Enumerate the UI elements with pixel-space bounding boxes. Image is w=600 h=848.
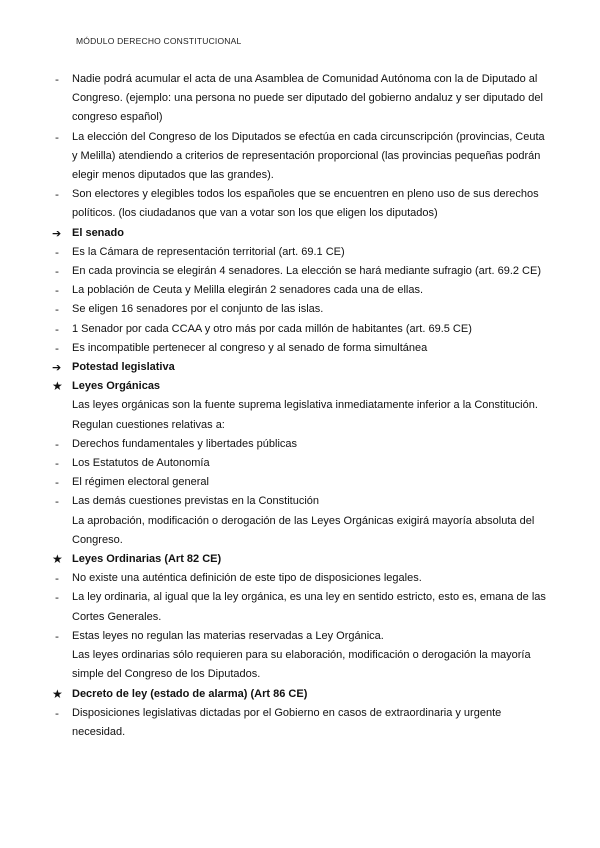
arrow-bullet-icon: ➔ xyxy=(52,361,62,375)
item-text: Leyes Orgánicas xyxy=(72,380,161,393)
dash-bullet-icon: - xyxy=(55,265,59,279)
item-text: En cada provincia se elegirán 4 senadores. La elección se hará mediante sufragio (art. 69.2 CE) xyxy=(72,265,541,278)
item-text: El senado xyxy=(72,226,124,239)
star-bullet-icon: ★ xyxy=(52,552,63,567)
bullet-item xyxy=(52,262,552,281)
dash-bullet-icon: - xyxy=(55,591,59,605)
paragraph xyxy=(52,646,552,684)
bullet-item xyxy=(52,128,552,186)
bullet-item xyxy=(52,704,552,742)
paragraph xyxy=(52,416,552,435)
dash-bullet-icon: - xyxy=(55,437,59,451)
bullet-item xyxy=(52,281,552,300)
item-text: Son electores y elegibles todos los españoles que se encuentren en pleno uso de sus derechos políticos. (los ciudadanos que van a votar son los que eligen los diputados) xyxy=(72,188,539,220)
item-text: Se eligen 16 senadores por el conjunto de las islas. xyxy=(72,303,324,316)
subsection-heading xyxy=(52,550,552,569)
paragraph xyxy=(52,512,552,550)
dash-bullet-icon: - xyxy=(55,73,59,86)
item-text: Potestad legislativa xyxy=(72,361,175,374)
item-text: La aprobación, modificación o derogación de las Leyes Orgánicas exigirá mayoría absoluta del Congreso. xyxy=(72,514,535,546)
dash-bullet-icon: - xyxy=(55,303,59,317)
dash-bullet-icon: - xyxy=(55,245,59,259)
bullet-item xyxy=(52,339,552,358)
bullet-item xyxy=(52,627,552,646)
item-text: El régimen electoral general xyxy=(72,476,209,489)
dash-bullet-icon: - xyxy=(55,457,59,471)
bullet-item xyxy=(52,492,552,511)
bullet-item xyxy=(52,243,552,262)
bullet-item xyxy=(52,569,552,588)
item-text: Decreto de ley (estado de alarma) (Art 86 CE) xyxy=(72,687,308,700)
dash-bullet-icon: - xyxy=(55,476,59,490)
item-text: Regulan cuestiones relativas a: xyxy=(72,418,225,431)
dash-bullet-icon: - xyxy=(55,188,59,202)
item-text: Los Estatutos de Autonomía xyxy=(72,457,210,470)
item-text: Nadie podrá acumular el acta de una Asamblea de Comunidad Autónoma con la de Diputado al Congreso. (ejemplo: una persona no puede ser diputado del gobierno andaluz y ser diputado del congreso español) xyxy=(72,73,543,124)
item-text: Disposiciones legislativas dictadas por el Gobierno en casos de extraordinaria y urgente necesidad. xyxy=(72,706,502,738)
subsection-heading xyxy=(52,685,552,704)
dash-bullet-icon: - xyxy=(55,284,59,298)
bullet-item xyxy=(52,473,552,492)
bullet-item xyxy=(52,588,552,626)
dash-bullet-icon: - xyxy=(55,572,59,586)
item-text: 1 Senador por cada CCAA y otro más por cada millón de habitantes (art. 69.5 CE) xyxy=(72,322,472,335)
paragraph xyxy=(52,396,552,415)
page-header: MÓDULO DERECHO CONSTITUCIONAL xyxy=(76,36,242,46)
item-text: No existe una auténtica definición de este tipo de disposiciones legales. xyxy=(72,572,422,585)
item-text: La ley ordinaria, al igual que la ley orgánica, es una ley en sentido estricto, esto es, emana de las Cortes Generales. xyxy=(72,591,546,623)
dash-bullet-icon: - xyxy=(55,629,59,643)
dash-bullet-icon: - xyxy=(55,706,59,720)
bullet-item xyxy=(52,320,552,339)
dash-bullet-icon: - xyxy=(55,341,59,355)
item-text: Las demás cuestiones previstas en la Constitución xyxy=(72,495,320,508)
section-heading xyxy=(52,224,552,243)
document-body xyxy=(52,70,552,742)
item-text: La población de Ceuta y Melilla elegirán 2 senadores cada una de ellas. xyxy=(72,284,424,297)
arrow-bullet-icon: ➔ xyxy=(52,226,62,240)
item-text: Leyes Ordinarias (Art 82 CE) xyxy=(72,553,222,566)
bullet-item xyxy=(52,454,552,473)
dash-bullet-icon: - xyxy=(55,495,59,509)
item-text: Las leyes ordinarias sólo requieren para su elaboración, modificación o derogación la mayoría simple del Congreso de los Diputados. xyxy=(72,649,531,681)
item-text: Estas leyes no regulan las materias reservadas a Ley Orgánica. xyxy=(72,629,384,642)
item-text: Las leyes orgánicas son la fuente suprema legislativa inmediatamente inferior a la Constitución. xyxy=(72,399,538,412)
bullet-item xyxy=(52,300,552,319)
bullet-item xyxy=(52,70,552,128)
item-text: Derechos fundamentales y libertades públicas xyxy=(72,437,298,450)
item-text: Es la Cámara de representación territorial (art. 69.1 CE) xyxy=(72,245,345,258)
item-text: La elección del Congreso de los Diputados se efectúa en cada circunscripción (provincias, Ceuta y Melilla) atendiendo a criterios de representación proporcional (las provincias pequeñas podrán elegir menos diputados que las grandes). xyxy=(72,130,545,182)
dash-bullet-icon: - xyxy=(55,322,59,336)
item-text: Es incompatible pertenecer al congreso y al senado de forma simultánea xyxy=(72,341,428,354)
section-heading xyxy=(52,358,552,377)
bullet-item xyxy=(52,435,552,454)
star-bullet-icon: ★ xyxy=(52,379,63,394)
dash-bullet-icon: - xyxy=(55,130,59,144)
bullet-item xyxy=(52,185,552,223)
subsection-heading xyxy=(52,377,552,396)
star-bullet-icon: ★ xyxy=(52,686,63,701)
